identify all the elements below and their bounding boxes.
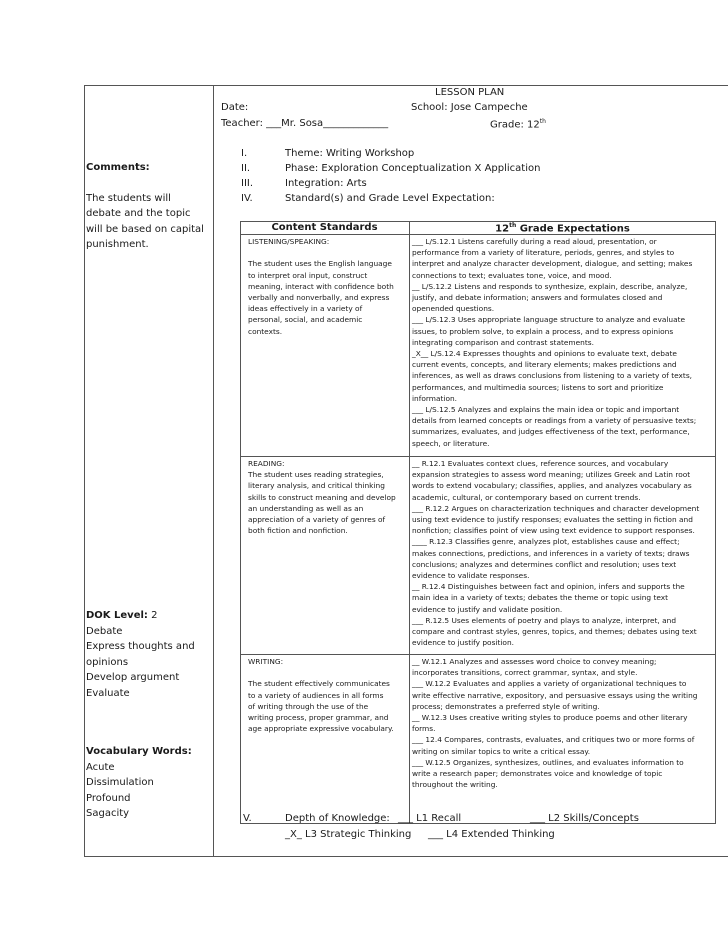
comment-line: punishment. [86, 239, 149, 250]
dok-line: Evaluate [86, 687, 130, 699]
vocabulary-word: Dissimulation [86, 777, 154, 788]
left-border [84, 85, 85, 857]
vocabulary-label: Vocabulary Words: [86, 746, 192, 757]
table-border [409, 221, 410, 824]
teacher-name: Teacher: ___Mr. Sosa_____________ [221, 118, 389, 129]
dok-line: opinions [86, 656, 129, 668]
dok-section [86, 608, 211, 701]
listening-standard: LISTENING/SPEAKING: The student uses the English language to interpret oral input, construct meaning, interact with confidence both verbally and nonverbally, and express ideas effectively in a variety of personal, social, and academic contexts. [248, 237, 394, 336]
listening-expectations: ___ L/S.12.1 Listens carefully during a read aloud, presentation, or performance from a variety of literature, periods, genres, and styles to interpret and analyze character development, dialogue, and setting; makes connections to text; evaluates tone, voice, and mood. __ L/S.12.2 Listens and responds to synthesize, explain, describe, analyze, justify, and debate information; answers and formulates closed and openended questions. ___ L/S.12.3 Uses appropriate language structure to analyze and evaluate issues, to problem solve, to explain a process, and to express opinions integrating comparison and contrast statements. _X__ L/S.12.4 Expresses thoughts and opinions to evaluate text, debate current events, concepts, and literary elements; makes predictions and inferences, as well as draws conclusions from listening to a variety of texts, performances, and multimedia sources; listens to sort and prioritize information. ___ L/S.12.5 Analyzes and explains the main idea or topic and important details from learned concepts or readings from a variety of persuasive texts; summarizes, evaluates, and judges effectiveness of the text, performance, speech, or literature. [412, 237, 697, 448]
dok-number: V. [243, 813, 252, 824]
table-border [715, 221, 716, 824]
date-label: Date: [221, 102, 249, 113]
standards-table [240, 221, 716, 824]
outline-number: III. [241, 178, 254, 189]
writing-standard: WRITING: The student effectively communicates to a variety of audiences in all forms of writing through the use of the writing process, proper grammar, and age appropriate expressive vocabulary. [248, 657, 394, 734]
comment-line: The students will [86, 192, 171, 204]
outline-theme: Theme: Writing Workshop [285, 148, 415, 159]
grade-suffix: th [539, 118, 546, 125]
outline-number: I. [241, 148, 248, 159]
grade-level [490, 118, 546, 130]
grade-prefix: Grade: 12 [490, 119, 540, 131]
table-border [240, 456, 716, 457]
reading-expectations: __ R.12.1 Evaluates context clues, reference sources, and vocabulary expansion strategies to assess word meaning; utilizes Greek and Latin root words to extend vocabulary; classifies, applies, and analyzes vocabulary as academic, cultural, or contemporary based on current trends. ___ R.12.2 Argues on characterization techniques and character development using text evidence to justify responses; evaluates the setting in fiction and nonfiction; classifies point of view using text evidence to support responses. ____ R.12.3 Classifies genre, analyzes plot, establishes cause and effect; makes connections, predictions, and inferences in a variety of texts; draws conclusions; analyzes and determines conflict and resolution; uses text evidence to validate responses. __ R.12.4 Distinguishes between fact and opinion, infers and supports the main idea in a variety of texts; debates the theme or topic using text evidence to justify and validate position. ___ R.12.5 Uses elements of poetry and plays to analyze, interpret, and compare and contrast styles, genres, topics, and themes; debates using text evidence to justify position. [412, 459, 700, 648]
bottom-border [84, 856, 728, 857]
comment-line: debate and the topic [86, 208, 191, 219]
outline-integration: Integration: Arts [285, 178, 367, 189]
outline-standards: Standard(s) and Grade Level Expectation: [285, 193, 495, 204]
school-name: School: Jose Campeche [411, 102, 528, 113]
dok-l2: ___ L2 Skills/Concepts [530, 813, 639, 824]
dok-line: Debate [86, 625, 123, 637]
dok-level-value: 2 [147, 610, 158, 621]
reading-standard: READING: The student uses reading strategies, literary analysis, and critical thinking skills to construct meaning and develop an understanding as well as an appreciation of a variety of genres of both fiction and nonfiction. [248, 459, 396, 536]
vocabulary-word: Acute [86, 761, 115, 773]
comments-label: Comments: [86, 162, 150, 173]
dok-line: Develop argument [86, 672, 180, 683]
content-standards-header: Content Standards [271, 222, 378, 233]
top-border [84, 85, 728, 86]
comments-section [86, 160, 211, 253]
vocabulary-word: Profound [86, 792, 131, 804]
vocabulary-section [86, 744, 211, 822]
dok-l1: ___ L1 Recall [398, 813, 462, 824]
outline-number: II. [241, 163, 251, 174]
table-border [240, 654, 716, 655]
writing-expectations: __ W.12.1 Analyzes and assesses word choice to convey meaning; incorporates transitions, correct grammar, syntax, and style. ___ W.12.2 Evaluates and applies a variety of organizational techniques to write effective narrative, expository, and persuasive essays using the writing process; demonstrates a preferred style of writing. __ W.12.3 Uses creative writing styles to produce poems and other literary forms. ___ 12.4 Compares, contrasts, evaluates, and critiques two or more forms of writing on similar topics to write a critical essay. ___ W.12.5 Organizes, synthesizes, outlines, and evaluates information to write a research paper; demonstrates voice and knowledge of topic throughout the writing. [412, 657, 698, 790]
outline-phase: Phase: Exploration Conceptualization X Application [285, 163, 541, 174]
dok-label: Depth of Knowledge: [285, 813, 390, 824]
column-divider [213, 85, 214, 857]
outline-number: IV. [241, 193, 253, 204]
dok-level-label: DOK Level: [86, 610, 148, 621]
dok-line: Express thoughts and [86, 641, 195, 652]
vocabulary-word: Sagacity [86, 808, 130, 819]
dok-l3: _X_ L3 Strategic Thinking [285, 829, 412, 840]
grade-expectations-header: 12th Grade Expectations [495, 222, 630, 235]
lesson-plan-title: LESSON PLAN [435, 87, 505, 98]
comment-line: will be based on capital [86, 223, 204, 235]
table-border [240, 221, 241, 824]
dok-l4: ___ L4 Extended Thinking [428, 829, 555, 840]
